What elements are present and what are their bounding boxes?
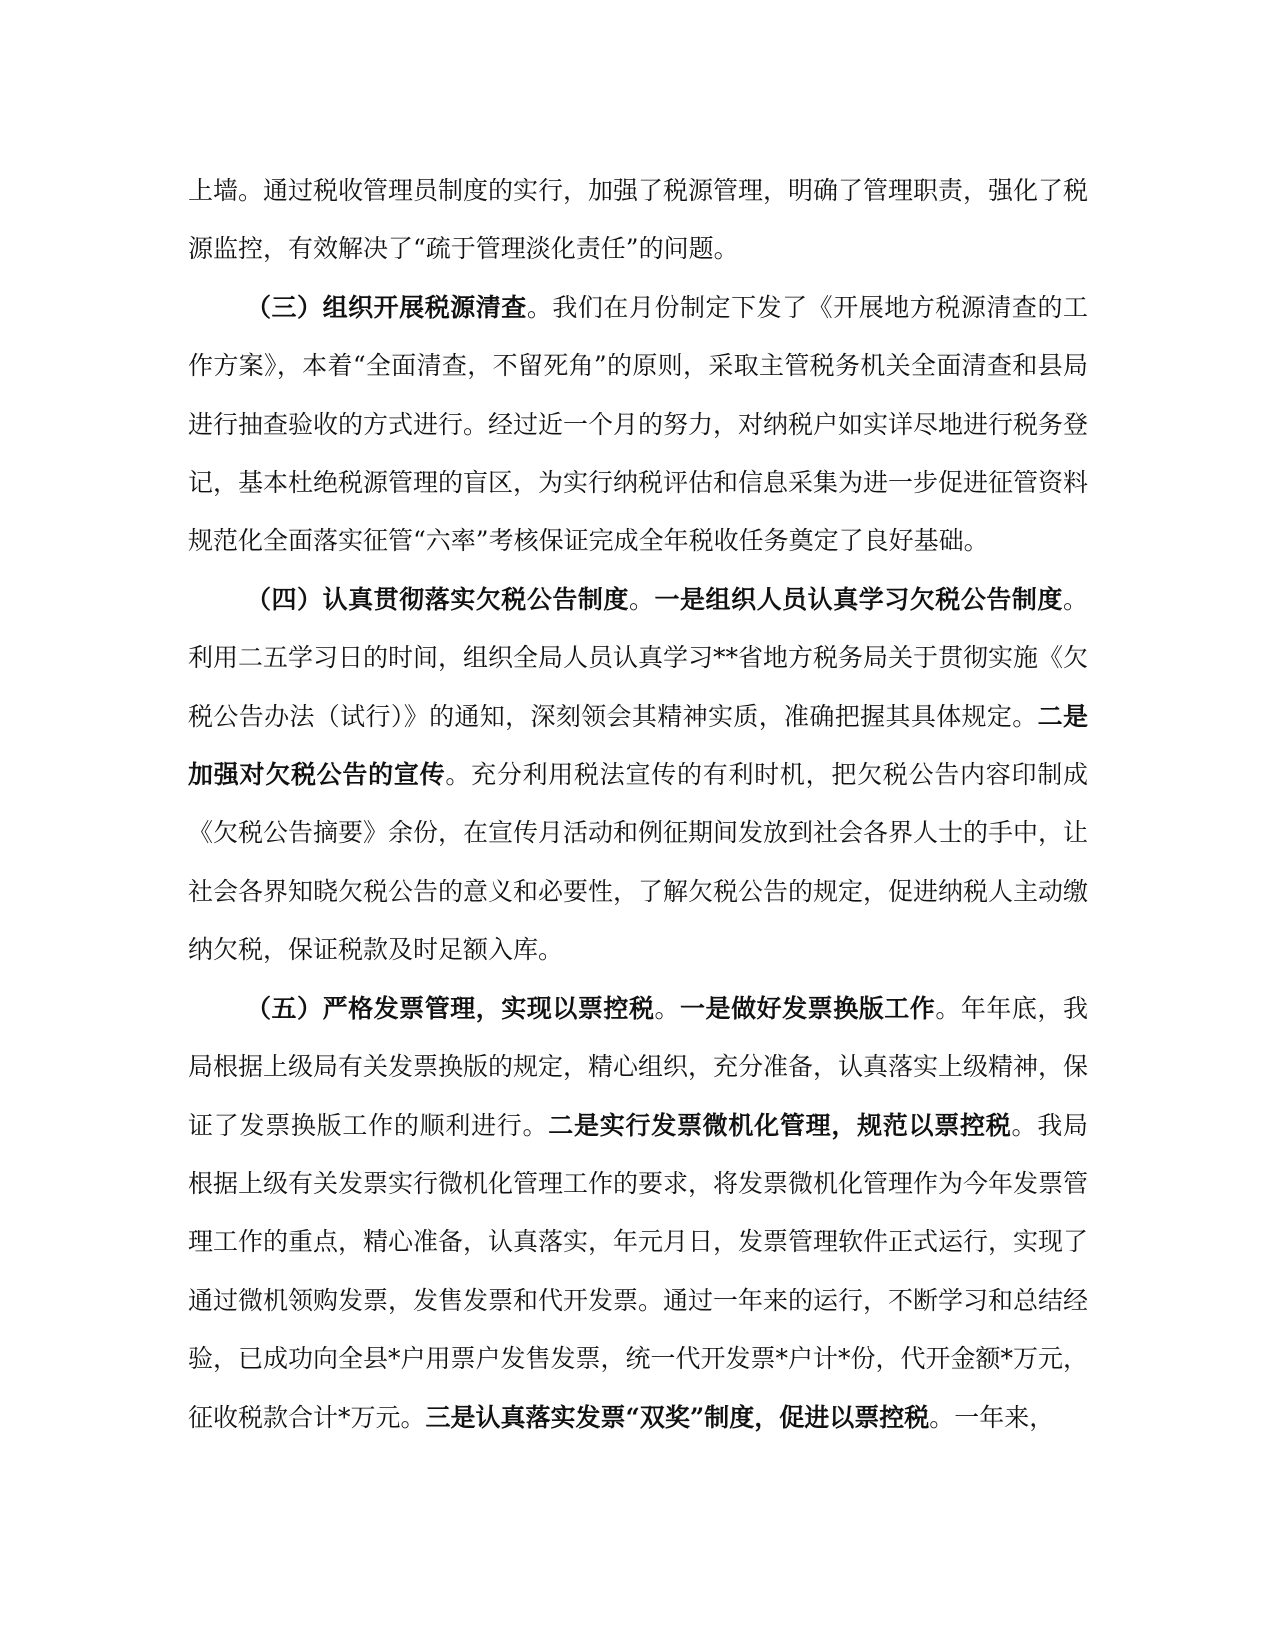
text-run: 。一年来， [929,1402,1055,1432]
text-run: 。 [654,993,681,1023]
bold-text-run: 一是做好发票换版工作 [680,993,936,1023]
paragraph [188,980,1088,1447]
bold-text-run: （四）认真贯彻落实欠税公告制度 [246,584,629,614]
text-run: 。年年底，我局根据上级局有关发票换版的规定，精心组织，充分准备，认真落实上级精神，保证了发票换版工作的顺利进行。 [188,993,1089,1140]
paragraph [188,279,1088,571]
text-run: 。我们在月份制定下发了《开展地方税源清查的工作方案》，本着“全面清查，不留死角”的原则，采取主管税务机关全面清查和县局进行抽查验收的方式进行。经过近一个月的努力，对纳税户如实详尽地进行税务登记，基本杜绝税源管理的盲区，为实行纳税评估和信息采集为进一步促进征管资料规范化全面落实征管“六率”考核保证完成全年税收任务奠定了良好基础。 [188,292,1089,556]
bold-text-run: 三是认真落实发票“双奖”制度，促进以票控税 [425,1402,930,1432]
text-run: 。充分利用税法宣传的有利时机，把欠税公告内容印制成《欠税公告摘要》余份，在宣传月活动和例征期间发放到社会各界人士的手中，让社会各界知晓欠税公告的意义和必要性，了解欠税公告的规定，促进纳税人主动缴纳欠税，保证税款及时足额入库。 [188,760,1089,965]
bold-text-run: （五）严格发票管理，实现以票控税 [246,993,655,1023]
text-run: 。 [628,584,655,614]
text-run: 上墙。通过税收管理员制度的实行，加强了税源管理，明确了管理职责，强化了税源监控，有效解决了“疏于管理淡化责任”的问题。 [188,176,1089,264]
bold-text-run: 一是组织人员认真学习欠税公告制度 [654,584,1063,614]
paragraph [188,571,1088,980]
text-run: 。我局根据上级有关发票实行微机化管理工作的要求，将发票微机化管理作为今年发票管理工作的重点，精心准备，认真落实，年元月日，发票管理软件正式运行，实现了通过微机领购发票，发售发票和代开发票。通过一年来的运行，不断学习和总结经验，已成功向全县*户用票户发售发票，统一代开发票*户计*份，代开金额*万元，征收税款合计*万元。 [188,1110,1089,1432]
bold-text-run: 二是实行发票微机化管理，规范以票控税 [548,1110,1012,1140]
paragraph [188,162,1088,279]
document-body [188,162,1088,1447]
text-run: 。利用二五学习日的时间，组织全局人员认真学习**省地方税务局关于贯彻实施《欠税公告办法（试行）》的通知，深刻领会其精神实质，准确把握其具体规定。 [188,584,1089,731]
bold-text-run: （三）组织开展税源清查 [246,292,527,322]
bold-text-run: 二是加强对欠税公告的宣传 [188,701,1088,790]
